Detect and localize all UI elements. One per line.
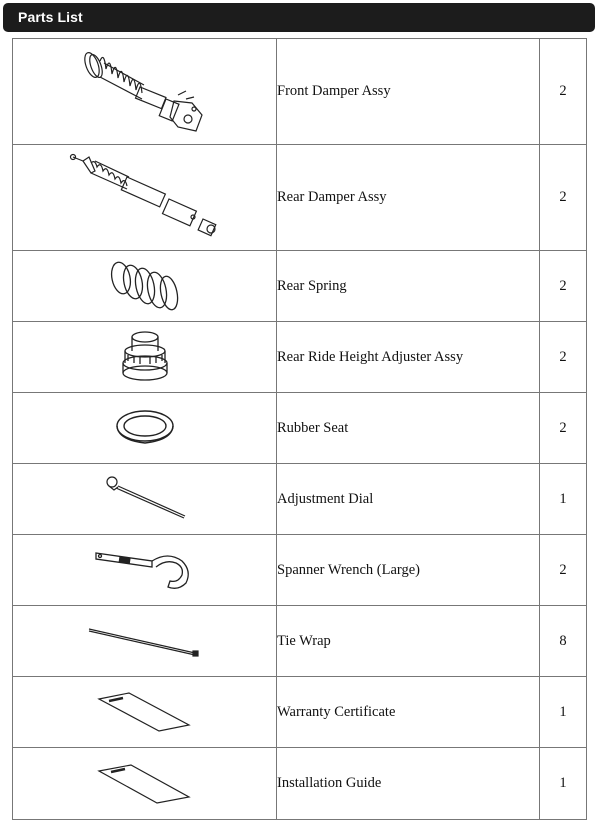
part-name: Front Damper Assy xyxy=(277,39,540,145)
table-row xyxy=(13,748,587,820)
table-row xyxy=(13,322,587,393)
part-quantity: 1 xyxy=(540,748,587,820)
spanner-wrench-icon xyxy=(90,545,200,595)
tie-wrap-icon xyxy=(85,621,205,661)
part-quantity: 2 xyxy=(540,39,587,145)
table-row xyxy=(13,677,587,748)
page-title: Parts List xyxy=(18,9,83,25)
part-name: Spanner Wrench (Large) xyxy=(277,535,540,606)
parts-list-header xyxy=(3,3,595,32)
part-quantity: 2 xyxy=(540,535,587,606)
height-adjuster-icon xyxy=(110,327,180,387)
front-damper-icon xyxy=(70,47,220,137)
parts-table xyxy=(12,38,587,820)
part-quantity: 2 xyxy=(540,251,587,322)
part-quantity: 2 xyxy=(540,393,587,464)
part-name: Tie Wrap xyxy=(277,606,540,677)
table-row xyxy=(13,393,587,464)
part-name: Warranty Certificate xyxy=(277,677,540,748)
table-row xyxy=(13,145,587,251)
table-row xyxy=(13,606,587,677)
part-name: Rubber Seat xyxy=(277,393,540,464)
part-name: Rear Ride Height Adjuster Assy xyxy=(277,322,540,393)
part-name: Installation Guide xyxy=(277,748,540,820)
part-image-cell xyxy=(13,606,277,677)
part-name: Rear Damper Assy xyxy=(277,145,540,251)
part-name: Rear Spring xyxy=(277,251,540,322)
adjustment-dial-icon xyxy=(100,474,190,524)
part-image-cell xyxy=(13,464,277,535)
installation-guide-icon xyxy=(95,761,195,807)
table-row xyxy=(13,39,587,145)
part-image-cell xyxy=(13,322,277,393)
rear-damper-icon xyxy=(65,153,225,243)
table-row xyxy=(13,535,587,606)
part-image-cell xyxy=(13,748,277,820)
part-quantity: 2 xyxy=(540,145,587,251)
table-row xyxy=(13,251,587,322)
part-image-cell xyxy=(13,145,277,251)
part-quantity: 1 xyxy=(540,677,587,748)
part-image-cell xyxy=(13,251,277,322)
rubber-seat-icon xyxy=(110,406,180,450)
part-quantity: 8 xyxy=(540,606,587,677)
part-image-cell xyxy=(13,39,277,145)
part-image-cell xyxy=(13,535,277,606)
part-name: Adjustment Dial xyxy=(277,464,540,535)
part-quantity: 1 xyxy=(540,464,587,535)
part-image-cell xyxy=(13,677,277,748)
table-row xyxy=(13,464,587,535)
part-quantity: 2 xyxy=(540,322,587,393)
part-image-cell xyxy=(13,393,277,464)
spring-icon xyxy=(105,256,185,316)
warranty-certificate-icon xyxy=(95,689,195,735)
